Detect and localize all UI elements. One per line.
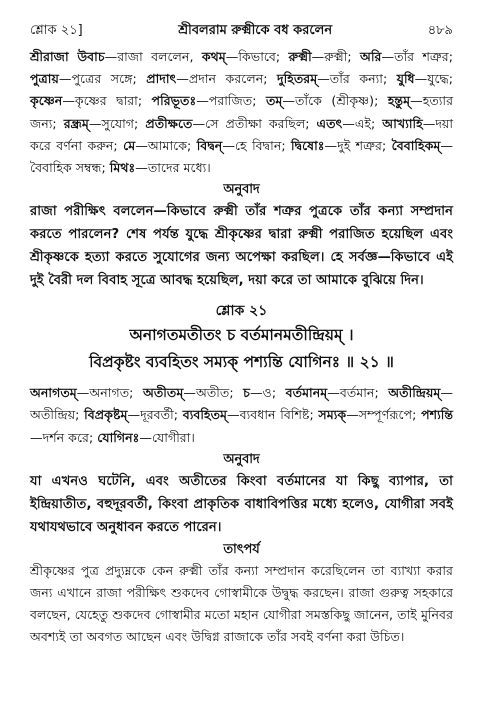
sanskrit-word: হন্তুম্ (387, 93, 411, 109)
sanskrit-word: মে (123, 137, 136, 153)
sanskrit-word: দুহিতরম্ (276, 71, 318, 87)
word-meaning: —অনাগত; (76, 385, 143, 401)
sanskrit-word: রুক্মী (288, 49, 312, 64)
word-meaning: —বর্তমান; (327, 385, 389, 401)
sanskrit-word: কথম্ (201, 49, 226, 64)
page-number: ৪৮৯ (427, 23, 453, 38)
word-meaning: —বৈবাহিক সম্বন্ধ; (30, 137, 454, 176)
sanskrit-word: অতীতম্ (142, 385, 184, 401)
sanskrit-word: আখ্যাহি (382, 115, 423, 131)
translation-heading: অনুবাদ (223, 451, 260, 467)
word-meaning: —যুদ্ধে; (414, 71, 453, 87)
word-meaning: —দুই শত্রুর; (324, 137, 392, 153)
word-meaning: —তাঁর শত্রুর; (381, 49, 453, 64)
sanskrit-word: অরি (360, 49, 382, 64)
translation-21: যা এখনও ঘটেনি, এবং অতীতের কিংবা বর্তমানের যা কিছু ব্যাপার, তা ইন্দ্রিয়াতীত, বহুদূরবর্তী, কিংবা প্রাকৃতিক বাধাবিপত্তির মধ্যে হলেও, যোগীরা সবই যথাযথভাবে অনুধাবন করতে পারেন। (30, 473, 453, 535)
word-meaning: —প্রদান করলেন; (176, 71, 277, 87)
sanskrit-word: অতীন্দ্রিয়ম্ (388, 385, 441, 401)
chapter-title: শ্রীবলরাম রুক্মীকে বধ করলেন (178, 23, 333, 38)
sanskrit-word: দ্বিষোঃ (291, 137, 325, 153)
sanskrit-word: ব্যবহিতম্ (182, 407, 228, 423)
sanskrit-word: তম্ (265, 93, 283, 109)
word-synonyms-20 (30, 46, 453, 179)
word-meaning: —পরাজিত; (196, 93, 266, 109)
sanskrit-word: প্রাদাৎ (146, 71, 177, 87)
word-meaning: —সে প্রতীক্ষা করছিল; (192, 115, 317, 131)
word-meaning: —তাঁর কন্যা; (317, 71, 397, 87)
sanskrit-word: পশ্যন্তি (421, 407, 453, 423)
verse-line-2: বিপ্রকৃষ্টং ব্যবহিতং সম্যক্ পশ্যন্তি যোগিনঃ ॥ ২১ ॥ (89, 353, 394, 372)
word-meaning: —অতীন্দ্রিয়; (30, 385, 454, 423)
sanskrit-word: শ্রীরাজা উবাচ (30, 49, 105, 64)
word-meaning: —রুক্মী; (311, 49, 361, 64)
sanskrit-word: বিদ্বন্ (196, 137, 223, 153)
sanskrit-word: বৈবাহিকম্ (391, 137, 441, 153)
verse-line-1: অনাগতমতীতং চ বর্তমানমতীন্দ্রিয়ম্ । (129, 326, 354, 345)
sanskrit-word: প্রতীক্ষতে (145, 115, 193, 131)
purport-text: শ্রীকৃষ্ণের পুত্র প্রদ্যুম্নকে কেন রুক্মী তাঁর কন্যা সম্প্রদান করেছিলেন তা ব্যাখ্যা করার জন্য এখানে রাজা পরীক্ষিৎ শুকদেব গোস্বামীকে উদ্বুদ্ধ করছেন। রাজা গুরুত্ব সহকারে বলছেন, যেহেতু শুকদেব গোস্বামীর মতো মহান যোগীরা সমস্তকিছু জানেন, তাই মুনিবর অবশ্যই তা অবগত আছেন এবং উদ্বিগ্ন রাজাকে তাঁর সবই বর্ণনা করা উচিত। (30, 562, 453, 645)
word-meaning: —কৃষ্ণের দ্বারা; (62, 93, 152, 109)
sanskrit-word: বিপ্রকৃষ্টম্ (84, 407, 128, 423)
word-meaning: —আমাকে; (135, 137, 197, 153)
word-meaning: —সম্পূর্ণরূপে; (346, 407, 422, 423)
word-meaning: —ও; (249, 385, 286, 401)
word-meaning: —কিভাবে; (225, 49, 289, 64)
sanskrit-word: বর্তমানম্ (285, 385, 328, 401)
sanskrit-word: কৃষ্ণেন (30, 93, 63, 109)
word-meaning: —দূরবর্তী; (127, 407, 183, 423)
word-meaning: —দয়া করে বর্ণনা করুন; (30, 115, 453, 153)
purport-heading: তাৎপর্য (223, 541, 260, 557)
word-meaning: —রাজা বললেন, (104, 49, 202, 64)
word-meaning: —হে বিদ্বান; (222, 137, 292, 153)
word-meaning: —তাঁকে (শ্রীকৃষ্ণ); (282, 93, 388, 109)
translation-20: রাজা পরীক্ষিৎ বললেন—কিভাবে রুক্মী তাঁর শত্রুর পুত্রকে তাঁর কন্যা সম্প্রদান করতে পারলেন? শেষ পর্যন্ত যুদ্ধে শ্রীকৃষ্ণের দ্বারা রুক্মী পরাজিত হয়েছিল এবং শ্রীকৃষ্ণকে হত্যা করতে সুযোগের জন্য অপেক্ষা করছিল। হে সর্বজ্ঞ—কিভাবে এই দুই বৈরী দল বিবাহ সূত্রে আবদ্ধ হয়েছিল, দয়া করে তা আমাকে বুঝিয়ে দিন। (30, 204, 453, 289)
sanskrit-word: অনাগতম্ (30, 385, 77, 401)
sanskrit-word: পরিভূতঃ (151, 93, 197, 109)
word-meaning: —অতীত; (183, 385, 244, 401)
verse-reference: শ্লোক ২১] (30, 23, 83, 38)
word-meaning: —সুযোগ; (88, 115, 146, 131)
word-meaning: —ব্যবধান বিশিষ্ট; (227, 407, 319, 423)
word-meaning: —হত্যার জন্য; (30, 93, 454, 131)
translation-heading: অনুবাদ (223, 182, 260, 198)
word-meaning: —তাদের মধ্যে। (135, 160, 211, 176)
sanskrit-word: মিথঃ (109, 160, 136, 176)
sanskrit-word: এতৎ (316, 115, 343, 131)
sanskrit-word: যোগিনঃ (97, 429, 140, 445)
word-meaning: —দর্শন করে; (30, 429, 98, 445)
running-head (30, 22, 453, 40)
word-meaning: —পুত্রের সঙ্গে; (58, 71, 147, 87)
sanskrit-word: চ (243, 385, 250, 401)
word-meaning: —যোগীরা। (139, 429, 195, 445)
verse-title: শ্লোক ২১ (215, 303, 268, 320)
word-meaning: —এই; (342, 115, 383, 131)
sanskrit-word: রন্ধ্রম্ (63, 115, 89, 131)
word-synonyms-21 (30, 382, 453, 449)
sanskrit-word: সম্যক্ (318, 407, 347, 423)
sanskrit-word: যুধি (396, 71, 415, 87)
sanskrit-word: পুত্রায় (30, 71, 59, 87)
